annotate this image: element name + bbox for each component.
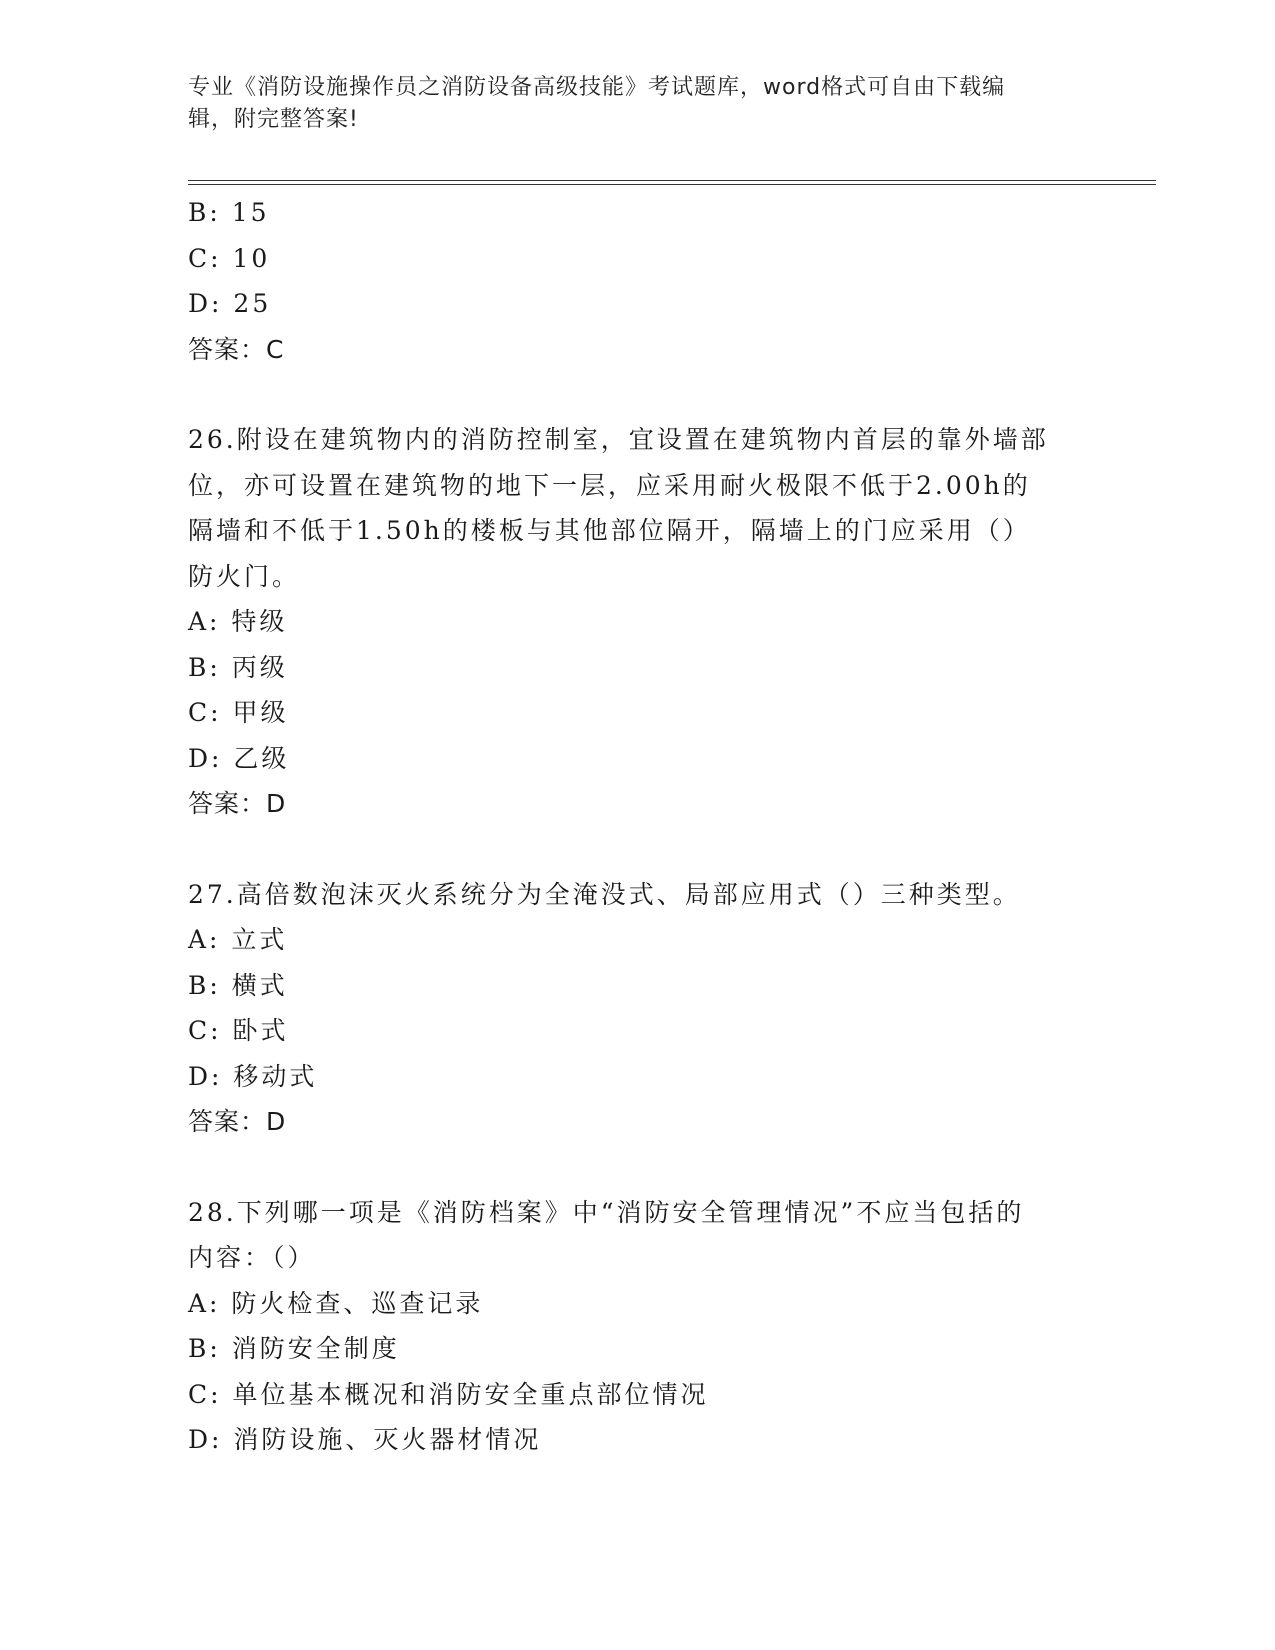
document-header [188,72,1068,136]
question-28 [188,1190,1088,1463]
question-stem [188,1190,1088,1281]
option-a: A: 防火检查、巡查记录 [188,1288,484,1318]
stem-line: 28.下列哪一项是《消防档案》中“消防安全管理情况”不应当包括的 [188,1197,1025,1227]
option-b: B: 15 [188,198,270,227]
option-d: D: 25 [188,289,272,318]
question-stem [188,872,1088,918]
question-stem [188,417,1088,599]
option-c: C: 10 [188,243,271,273]
question-25 [188,190,1088,372]
question-27 [188,872,1088,1145]
option-c: C: 单位基本概况和消防安全重点部位情况 [188,1379,709,1409]
header-divider-top [188,180,1156,181]
option-d: D: 消防设施、灭火器材情况 [188,1425,542,1454]
option-b: B: 丙级 [188,652,288,682]
option-d: D: 移动式 [188,1061,318,1091]
stem-line: 隔墙和不低于1.50h的楼板与其他部位隔开，隔墙上的门应采用（） [188,516,1031,545]
option-c: C: 甲级 [188,698,289,727]
answer: 答案：D [188,789,287,818]
answer: 答案：D [188,1107,287,1136]
question-list [188,190,1088,1463]
stem-line: 26.附设在建筑物内的消防控制室，宜设置在建筑物内首层的靠外墙部 [188,425,1049,454]
option-b: B: 横式 [188,970,288,1000]
header-line-1: 专业《消防设施操作员之消防设备高级技能》考试题库，word格式可自由下载编 [188,75,1006,100]
header-divider-bottom [188,184,1156,185]
option-d: D: 乙级 [188,743,290,773]
stem-line: 27.高倍数泡沫灭火系统分为全淹没式、局部应用式（）三种类型。 [188,879,1021,909]
option-a: A: 特级 [188,607,288,636]
stem-line: 位，亦可设置在建筑物的地下一层，应采用耐火极限不低于2.00h的 [188,470,1031,500]
answer: 答案：C [188,334,285,364]
header-line-2: 辑，附完整答案! [188,107,359,132]
option-b: B: 消防安全制度 [188,1334,400,1363]
stem-line: 内容：（） [188,1243,316,1272]
option-a: A: 立式 [188,925,288,954]
stem-line: 防火门。 [188,561,301,591]
option-c: C: 卧式 [188,1016,289,1045]
question-26 [188,417,1088,827]
